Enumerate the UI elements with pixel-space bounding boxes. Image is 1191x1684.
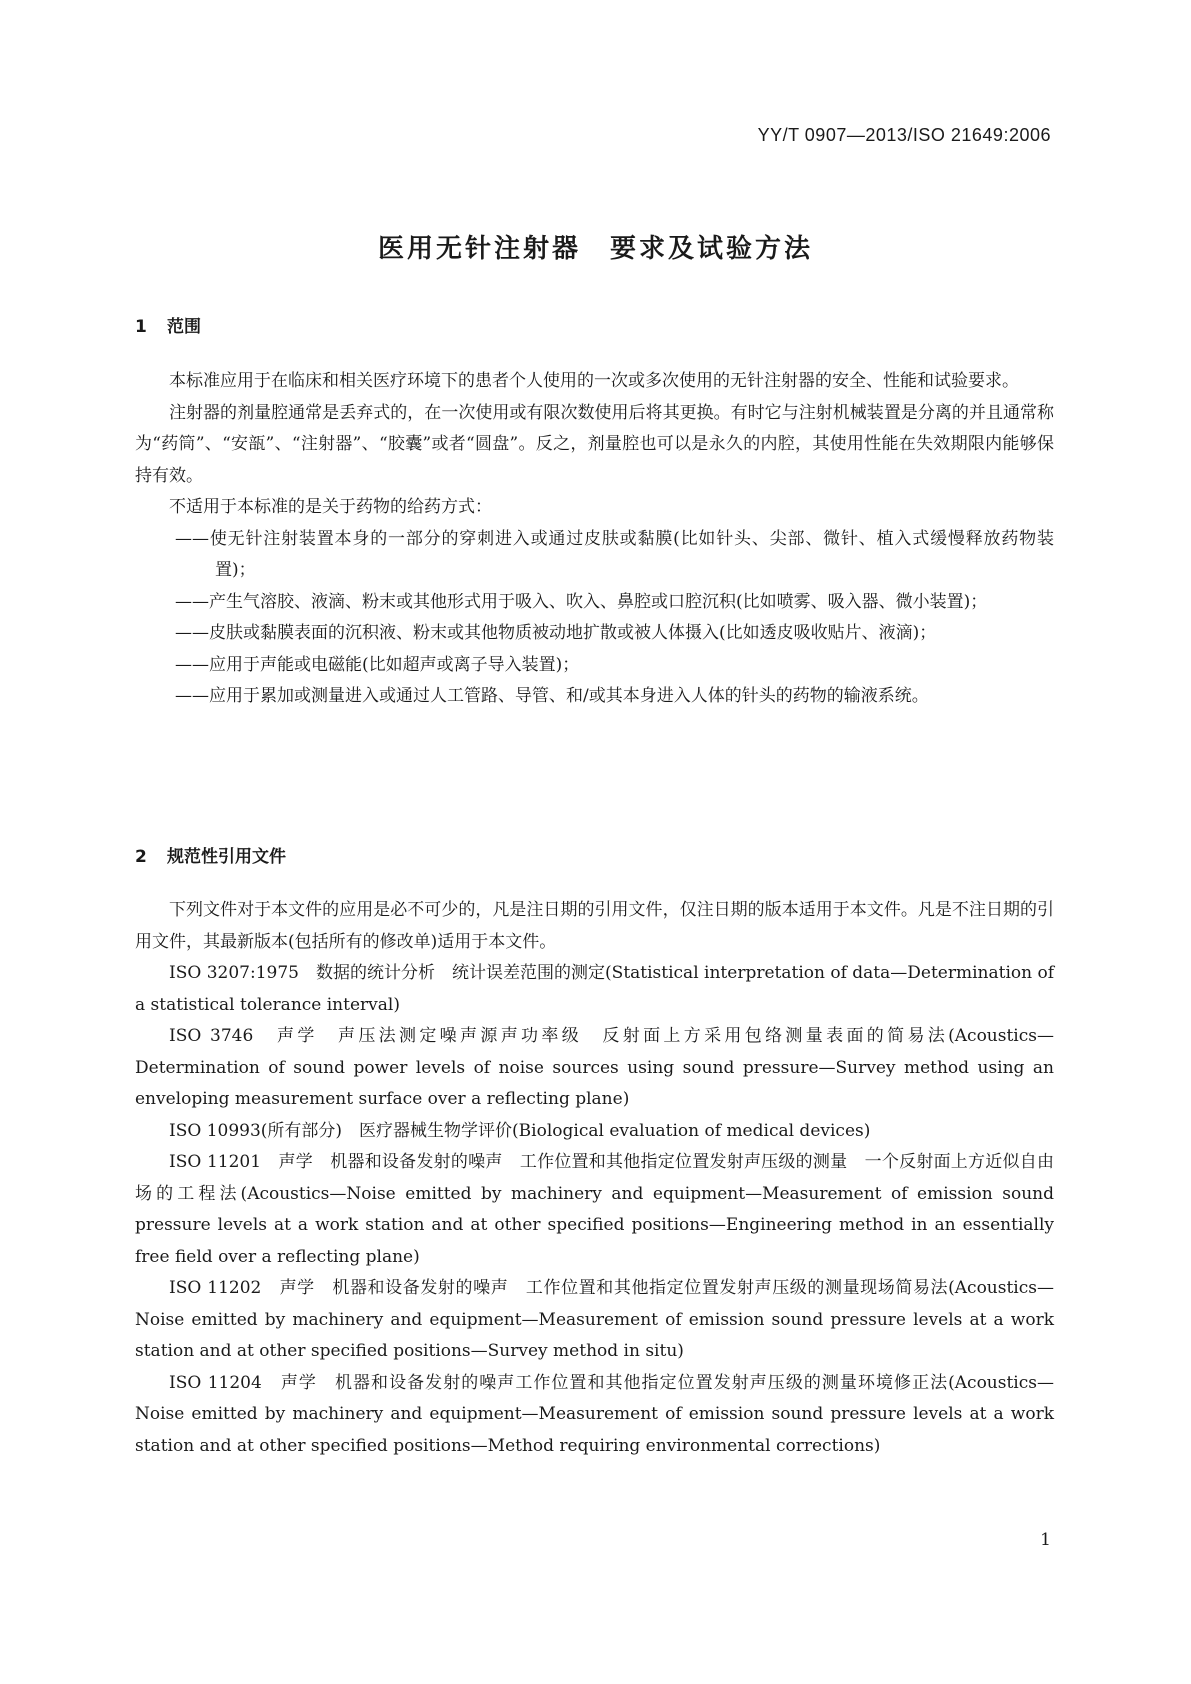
reference-item: ISO 3746 声学 声压法测定噪声源声功率级 反射面上方采用包络测量表面的简易法(Acoustics—Determination of sound power levels of noise sources using sound pressure—Survey method using an enveloping measurement surface over a reflecting plane) [135,1026,1054,1109]
section-1-number: 1 [135,317,147,337]
reference-item: ISO 3207:1975 数据的统计分析 统计误差范围的测定(Statistical interpretation of data—Determination of a statistical tolerance interval) [135,963,1054,1015]
paragraph: 下列文件对于本文件的应用是必不可少的，凡是注日期的引用文件，仅注日期的版本适用于本文件。凡是不注日期的引用文件，其最新版本(包括所有的修改单)适用于本文件。 [135,900,1054,952]
section-2-number: 2 [135,847,147,867]
section-2-title: 规范性引用文件 [167,847,286,867]
section-1-body [135,366,1054,713]
reference-item: ISO 11201 声学 机器和设备发射的噪声 工作位置和其他指定位置发射声压级的测量 一个反射面上方近似自由场的工程法(Acoustics—Noise emitted by machinery and equipment—Measurement of emission sound pressure levels at a work station and at other specified positions—Engineering method in an essentially free field over a reflecting plane) [135,1152,1054,1267]
reference-item: ISO 11202 声学 机器和设备发射的噪声 工作位置和其他指定位置发射声压级的测量现场简易法(Acoustics—Noise emitted by machinery and equipment—Measurement of emission sound pressure levels at a work station and at other specified positions—Survey method in situ) [135,1278,1054,1361]
section-2-body [135,895,1054,1462]
list-item: ——皮肤或黏膜表面的沉积液、粉末或其他物质被动地扩散或被人体摄入(比如透皮吸收贴片、液滴)； [175,623,937,643]
section-1-title: 范围 [167,317,201,337]
page-number: 1 [1040,1530,1051,1550]
paragraph: 不适用于本标准的是关于药物的给药方式： [169,497,492,517]
list-item: ——应用于累加或测量进入或通过人工管路、导管、和/或其本身进入人体的针头的药物的输液系统。 [175,686,929,706]
document-id: YY/T 0907—2013/ISO 21649:2006 [757,125,1051,145]
list-item: ——应用于声能或电磁能(比如超声或离子导入装置)； [175,654,580,675]
reference-item: ISO 10993(所有部分) 医疗器械生物学评价(Biological evaluation of medical devices) [169,1120,871,1141]
list-item: ——产生气溶胶、液滴、粉末或其他形式用于吸入、吹入、鼻腔或口腔沉积(比如喷雾、吸入器、微小装置)； [175,591,988,612]
page-title: 医用无针注射器 要求及试验方法 [377,234,813,264]
list-item: ——使无针注射装置本身的一部分的穿刺进入或通过皮肤或黏膜(比如针头、尖部、微针、植入式缓慢释放药物装置)； [175,528,1054,580]
section-2-heading [135,842,286,867]
section-1-heading [135,312,201,337]
paragraph: 注射器的剂量腔通常是丢弃式的，在一次使用或有限次数使用后将其更换。有时它与注射机械装置是分离的并且通常称为“药筒”、“安瓿”、“注射器”、“胶囊”或者“圆盘”。反之，剂量腔也可以是永久的内腔，其使用性能在失效期限内能够保持有效。 [135,402,1054,486]
reference-item: ISO 11204 声学 机器和设备发射的噪声工作位置和其他指定位置发射声压级的测量环境修正法(Acoustics—Noise emitted by machinery and equipment—Measurement of emission sound pressure levels at a work station and at other specified positions—Method requiring environmental corrections) [135,1372,1054,1456]
paragraph: 本标准应用于在临床和相关医疗环境下的患者个人使用的一次或多次使用的无针注射器的安全、性能和试验要求。 [169,371,1019,391]
